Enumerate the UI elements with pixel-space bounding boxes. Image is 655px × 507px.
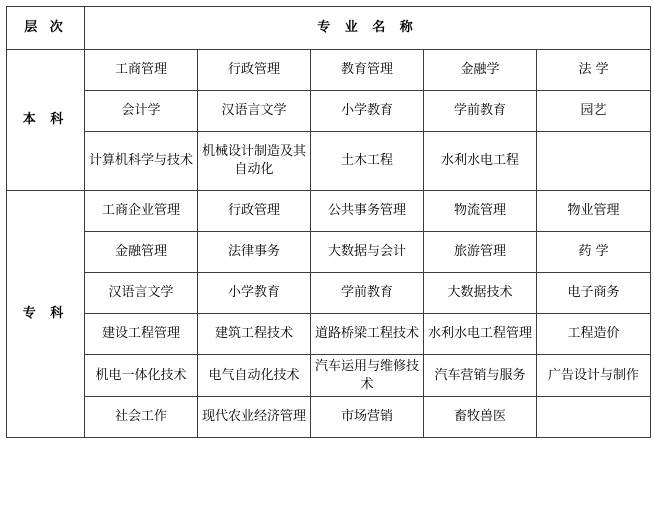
- major-cell: 物业管理: [537, 191, 651, 232]
- major-cell: 水利水电工程管理: [424, 314, 537, 355]
- major-cell: 金融管理: [85, 232, 198, 273]
- major-cell: 法 学: [537, 50, 651, 91]
- table-row: [7, 132, 651, 191]
- major-cell: 机械设计制造及其自动化: [198, 132, 311, 191]
- major-cell: 市场营销: [311, 397, 424, 438]
- table-row: [7, 397, 651, 438]
- major-cell: 汽车营销与服务: [424, 355, 537, 397]
- major-cell: 药 学: [537, 232, 651, 273]
- major-cell: 小学教育: [198, 273, 311, 314]
- major-cell: 公共事务管理: [311, 191, 424, 232]
- level-cell-undergraduate: 本 科: [7, 50, 85, 191]
- major-cell: 土木工程: [311, 132, 424, 191]
- header-level-cell: 层 次: [7, 7, 85, 50]
- major-cell: 电子商务: [537, 273, 651, 314]
- table-row: [7, 191, 651, 232]
- table-row: [7, 232, 651, 273]
- table-header-row: [7, 7, 651, 50]
- level-cell-junior-college: 专 科: [7, 191, 85, 438]
- major-cell: 工程造价: [537, 314, 651, 355]
- major-cell: 法律事务: [198, 232, 311, 273]
- major-cell: 建设工程管理: [85, 314, 198, 355]
- major-cell: 金融学: [424, 50, 537, 91]
- major-list-table: [6, 6, 651, 438]
- table-row: [7, 50, 651, 91]
- major-cell: 行政管理: [198, 50, 311, 91]
- major-cell: 汉语言文学: [198, 91, 311, 132]
- major-cell: 建筑工程技术: [198, 314, 311, 355]
- major-cell: 汽车运用与维修技术: [311, 355, 424, 397]
- major-cell: 机电一体化技术: [85, 355, 198, 397]
- major-cell: 工商企业管理: [85, 191, 198, 232]
- major-cell-empty: [537, 132, 651, 191]
- major-cell: 小学教育: [311, 91, 424, 132]
- major-cell: 物流管理: [424, 191, 537, 232]
- table-row: [7, 91, 651, 132]
- table-row: [7, 273, 651, 314]
- major-cell: 大数据与会计: [311, 232, 424, 273]
- document-page: [0, 6, 655, 507]
- major-cell: 电气自动化技术: [198, 355, 311, 397]
- header-name-cell: 专 业 名 称: [85, 7, 651, 50]
- table-row: [7, 355, 651, 397]
- major-cell: 汉语言文学: [85, 273, 198, 314]
- major-cell: 工商管理: [85, 50, 198, 91]
- major-cell: 计算机科学与技术: [85, 132, 198, 191]
- major-cell: 现代农业经济管理: [198, 397, 311, 438]
- major-cell: 畜牧兽医: [424, 397, 537, 438]
- major-cell: 园艺: [537, 91, 651, 132]
- major-cell: 旅游管理: [424, 232, 537, 273]
- major-cell: 道路桥梁工程技术: [311, 314, 424, 355]
- major-cell: 教育管理: [311, 50, 424, 91]
- major-cell: 会计学: [85, 91, 198, 132]
- major-cell: 大数据技术: [424, 273, 537, 314]
- major-cell: 水利水电工程: [424, 132, 537, 191]
- major-cell: 学前教育: [311, 273, 424, 314]
- major-cell: 广告设计与制作: [537, 355, 651, 397]
- major-cell: 行政管理: [198, 191, 311, 232]
- major-cell: 学前教育: [424, 91, 537, 132]
- major-cell: 社会工作: [85, 397, 198, 438]
- major-cell-empty: [537, 397, 651, 438]
- table-row: [7, 314, 651, 355]
